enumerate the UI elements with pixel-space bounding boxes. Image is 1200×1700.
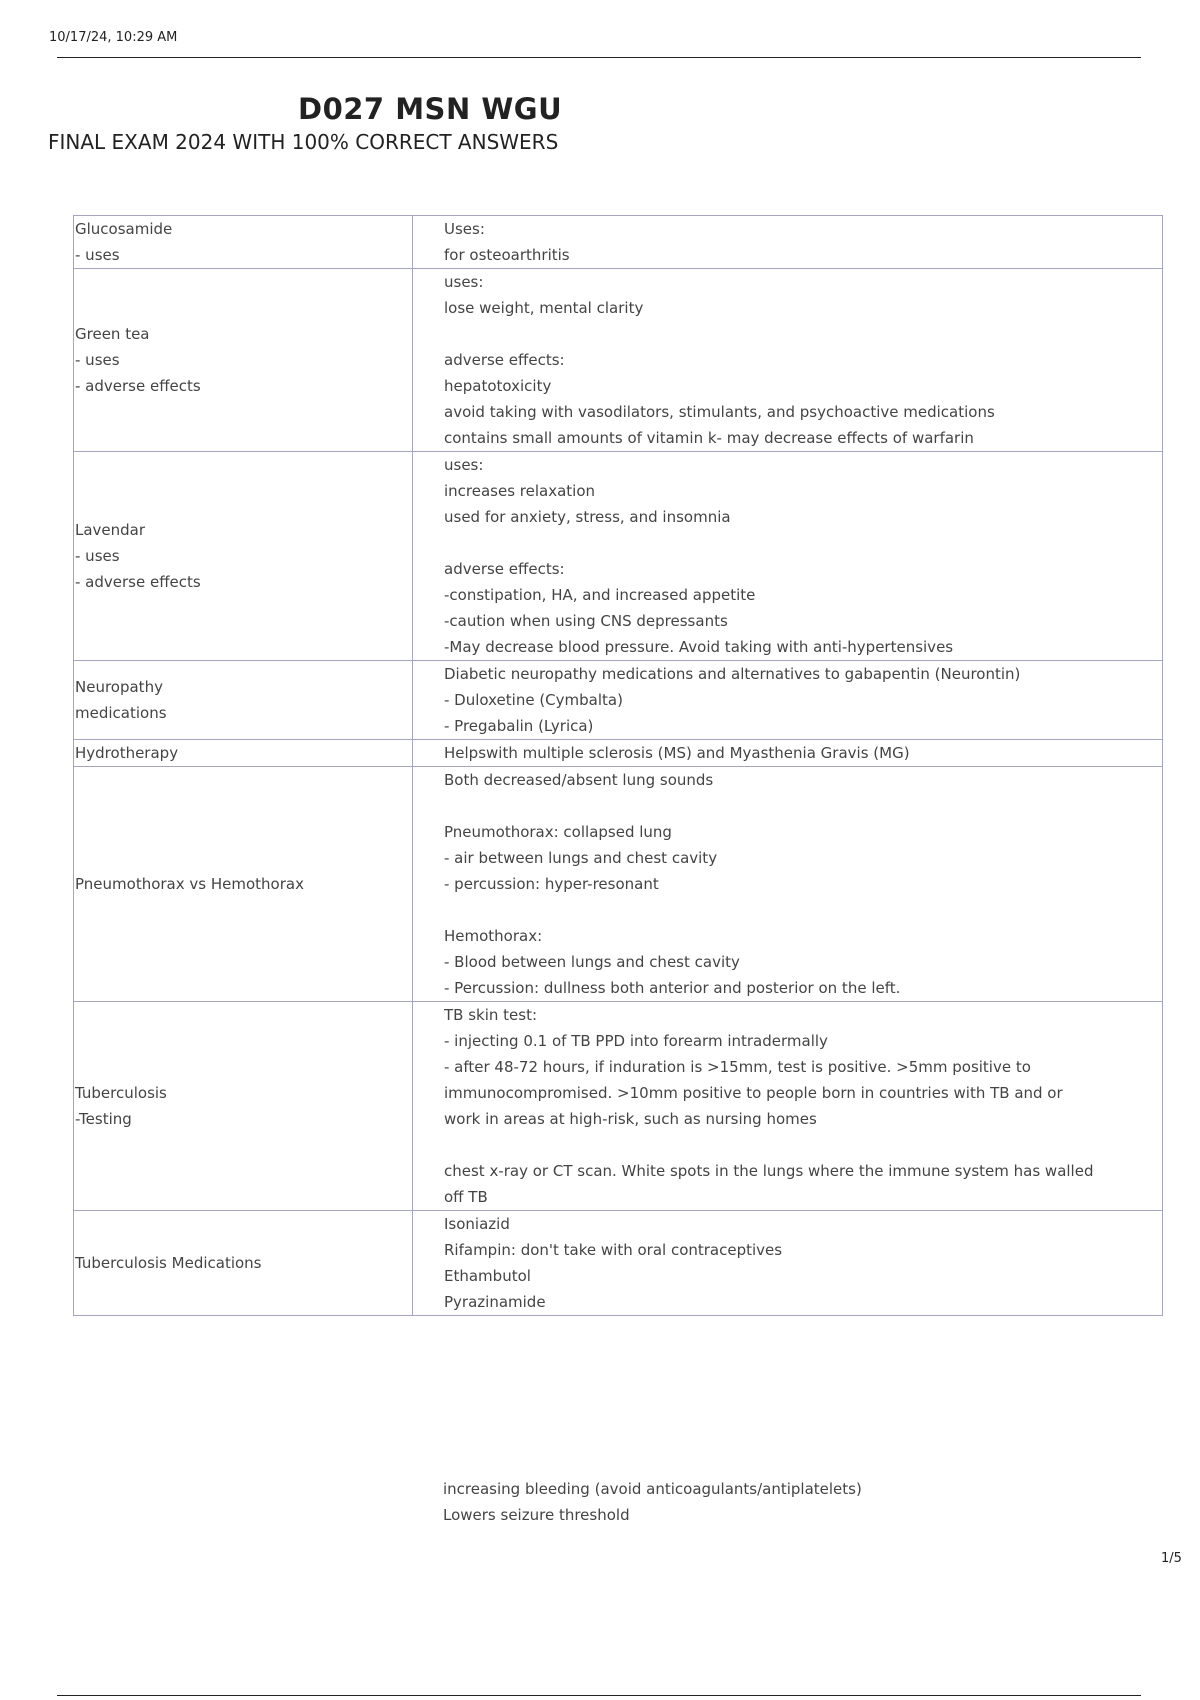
term-line: Pneumothorax vs Hemothorax [75, 875, 304, 893]
definition-line: work in areas at high-risk, such as nursing homes [444, 1110, 817, 1128]
definition-line: uses: [444, 273, 484, 291]
table-row [74, 661, 1163, 740]
definition-line [444, 530, 1162, 556]
definition-line: - after 48-72 hours, if induration is >15mm, test is positive. >5mm positive to [444, 1058, 1031, 1076]
table-row [74, 767, 1163, 1002]
definition-line: Pneumothorax: collapsed lung [444, 823, 672, 841]
print-timestamp: 10/17/24, 10:29 AM [49, 30, 178, 45]
definition-cell [413, 452, 1163, 661]
definition-line: uses: [444, 456, 484, 474]
term-line: Hydrotherapy [75, 744, 179, 762]
table-row [74, 740, 1163, 767]
term-cell [74, 1211, 413, 1316]
definition-cell [413, 1211, 1163, 1316]
definition-cell [413, 767, 1163, 1002]
definition-line: Both decreased/absent lung sounds [444, 771, 714, 789]
table-row [74, 269, 1163, 452]
definition-line: for osteoarthritis [444, 246, 570, 264]
term-cell [74, 216, 413, 269]
trailing-line: increasing bleeding (avoid anticoagulants/antiplatelets) [443, 1480, 862, 1498]
definition-line: - air between lungs and chest cavity [444, 849, 718, 867]
definition-line: -caution when using CNS depressants [444, 612, 728, 630]
definition-line: avoid taking with vasodilators, stimulants, and psychoactive medications [444, 403, 995, 421]
term-line: Glucosamide [75, 220, 173, 238]
definition-line: Diabetic neuropathy medications and alternatives to gabapentin (Neurontin) [444, 665, 1021, 683]
definition-line [444, 897, 1162, 923]
document-title: D027 MSN WGU [298, 92, 563, 126]
trailing-line: Lowers seizure threshold [443, 1506, 630, 1524]
document-subtitle: FINAL EXAM 2024 WITH 100% CORRECT ANSWERS [48, 130, 559, 154]
definition-line: lose weight, mental clarity [444, 299, 644, 317]
term-line: Tuberculosis Medications [75, 1254, 262, 1272]
header-divider [57, 57, 1141, 58]
term-line: Lavendar [75, 521, 146, 539]
definition-line: Uses: [444, 220, 485, 238]
definition-line: Pyrazinamide [444, 1293, 546, 1311]
definition-line: Helpswith multiple sclerosis (MS) and Myasthenia Gravis (MG) [444, 744, 910, 762]
table-row [74, 1211, 1163, 1316]
term-line: -Testing [75, 1110, 132, 1128]
definition-line: - injecting 0.1 of TB PPD into forearm intradermally [444, 1032, 828, 1050]
definition-line: - Pregabalin (Lyrica) [444, 717, 594, 735]
definition-line [444, 1132, 1162, 1158]
definition-line: contains small amounts of vitamin k- may decrease effects of warfarin [444, 429, 974, 447]
term-cell [74, 452, 413, 661]
footer-divider [57, 1695, 1141, 1696]
definition-line [444, 321, 1162, 347]
term-cell [74, 740, 413, 767]
term-cell [74, 767, 413, 1002]
term-line: - adverse effects [75, 573, 201, 591]
definition-line: Rifampin: don't take with oral contraceptives [444, 1241, 783, 1259]
term-line: Tuberculosis [75, 1084, 167, 1102]
term-line: - adverse effects [75, 377, 201, 395]
definition-line: Hemothorax: [444, 927, 543, 945]
table-row [74, 1002, 1163, 1211]
definition-line: TB skin test: [444, 1006, 538, 1024]
definition-line: hepatotoxicity [444, 377, 552, 395]
term-line: - uses [75, 246, 120, 264]
table-row [74, 452, 1163, 661]
term-cell [74, 661, 413, 740]
definition-line: -May decrease blood pressure. Avoid taking with anti-hypertensives [444, 638, 954, 656]
definition-line: Isoniazid [444, 1215, 510, 1233]
term-cell [74, 269, 413, 452]
term-line: - uses [75, 351, 120, 369]
definition-line: used for anxiety, stress, and insomnia [444, 508, 731, 526]
table-row [74, 216, 1163, 269]
definition-line [444, 793, 1162, 819]
flashcard-table [73, 215, 1163, 1316]
definition-cell [413, 661, 1163, 740]
definition-line: adverse effects: [444, 351, 565, 369]
definition-line: - Percussion: dullness both anterior and posterior on the left. [444, 979, 901, 997]
definition-line: immunocompromised. >10mm positive to people born in countries with TB and or [444, 1084, 1063, 1102]
definition-line: adverse effects: [444, 560, 565, 578]
definition-cell [413, 216, 1163, 269]
definition-line: increases relaxation [444, 482, 596, 500]
definition-line: - percussion: hyper-resonant [444, 875, 659, 893]
definition-line: - Duloxetine (Cymbalta) [444, 691, 623, 709]
definition-line: - Blood between lungs and chest cavity [444, 953, 740, 971]
term-line: Green tea [75, 325, 150, 343]
definition-cell [413, 269, 1163, 452]
term-cell [74, 1002, 413, 1211]
term-line: - uses [75, 547, 120, 565]
definition-cell [413, 1002, 1163, 1211]
definition-line: -constipation, HA, and increased appetite [444, 586, 756, 604]
page-number: 1/5 [1161, 1551, 1182, 1566]
definition-line: chest x-ray or CT scan. White spots in the lungs where the immune system has walled [444, 1162, 1094, 1180]
definition-line: off TB [444, 1188, 488, 1206]
trailing-notes [443, 1476, 862, 1528]
definition-cell [413, 740, 1163, 767]
term-line: medications [75, 704, 167, 722]
term-line: Neuropathy [75, 678, 163, 696]
definition-line: Ethambutol [444, 1267, 531, 1285]
